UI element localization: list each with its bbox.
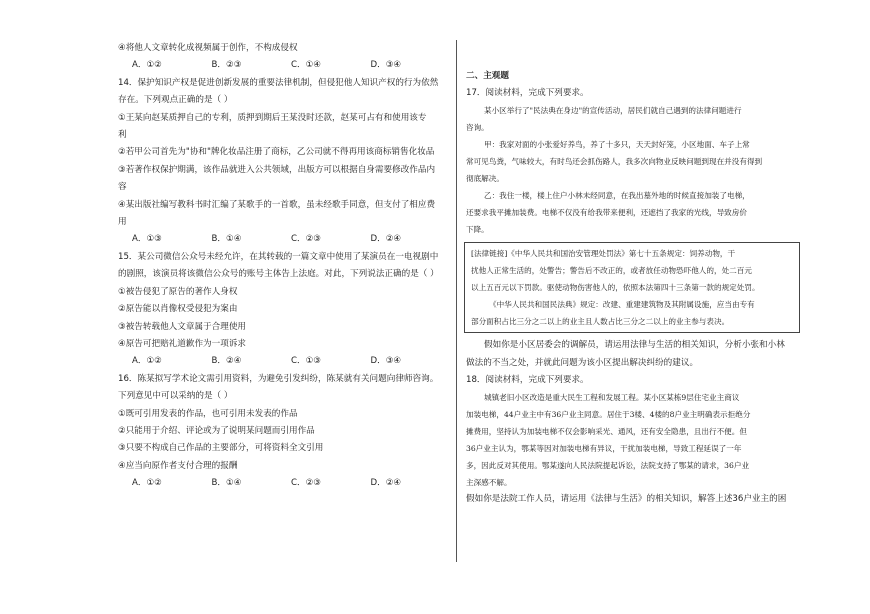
option-c[interactable]: C．①③ <box>291 356 322 367</box>
q17-question-line: 假如你是小区居委会的调解员，请运用法律与生活的相关知识，分析小张和小林 <box>484 340 785 351</box>
option-d[interactable]: D．②④ <box>370 234 402 245</box>
law-link-line: [法律链接]《中华人民共和国治安管理处罚法》第七十五条规定：饲养动物，干 <box>471 249 736 259</box>
q17-material-line: 还要求我平摊加装费。电梯不仅没有给我带来便利，还遮挡了我家的光线，导致房价 <box>466 208 747 218</box>
q14-line: ②若甲公司首先为"协和"牌化妆品注册了商标，乙公司就不得再用该商标销售化妆品 <box>118 147 435 158</box>
question-14 <box>118 75 450 249</box>
question-17 <box>466 85 800 372</box>
law-link-line: 部分面积占比三分之二以上的业主且人数占比三分之二以上的业主参与表决。 <box>471 317 730 327</box>
q14-line: ③若著作权保护期满，该作品就进入公共领域，出版方可以根据自身需要修改作品内 <box>118 164 436 175</box>
law-link-box <box>464 242 800 333</box>
q14-line: ④某出版社编写教科书时汇编了某歌手的一首歌，虽未经歌手同意，但支付了相应费 <box>118 199 436 210</box>
q18-material-line: 摊费用，坚持认为加装电梯不仅会影响采光、通风，还有安全隐患，且出行不便。但 <box>466 427 747 437</box>
q18-material-line: 多，因此反对其使用。鄂某遂向人民法院提起诉讼，法院支持了鄂某的请求，36户业 <box>466 461 750 471</box>
q17-intro: 17．阅读材料，完成下列要求。 <box>466 88 589 99</box>
q16-line: ②只能用于介绍、评论或为了说明某问题而引用作品 <box>118 425 315 436</box>
law-link-line: 以上五百元以下罚款。驱使动物伤害他人的，依照本法第四十三条第一款的规定处罚。 <box>471 283 760 293</box>
option-a[interactable]: A．①② <box>132 478 162 489</box>
q18-intro: 18．阅读材料，完成下列要求。 <box>466 374 589 385</box>
q13-options <box>118 57 450 74</box>
option-d[interactable]: D．③④ <box>370 60 402 71</box>
question-18 <box>466 372 800 508</box>
q18-material-line: 主深感不解。 <box>466 478 512 488</box>
left-column <box>118 40 450 493</box>
option-a[interactable]: A．①② <box>132 356 162 367</box>
q15-line: ①被告侵犯了原告的著作人身权 <box>118 286 238 297</box>
q15-line: ②原告能以肖像权受侵犯为案由 <box>118 304 238 315</box>
q14-line: 14．保护知识产权是促进创新发展的重要法律机制，但侵犯他人知识产权的行为依然 <box>118 77 439 88</box>
q17-material-line: 下降。 <box>466 225 489 235</box>
right-column <box>466 68 800 508</box>
q15-options <box>118 353 450 370</box>
q14-line: 容 <box>118 182 127 193</box>
option-a[interactable]: A．①③ <box>132 234 162 245</box>
section-title: 二、主观题 <box>466 71 509 81</box>
q13-item-4: ④将他人文章转化成视频属于创作，不构成侵权 <box>118 43 298 53</box>
q18-material-line: 加装电梯，44户业主中有36户业主同意。居住于3楼、4楼的8户业主明确表示拒绝分 <box>466 410 751 420</box>
q14-line: ①王某向赵某质押自己的专利，质押到期后王某没时还款，赵某可占有和使用该专 <box>118 112 427 123</box>
q15-line: ④原告可把赔礼道歉作为一项诉求 <box>118 338 247 349</box>
option-c[interactable]: C．①④ <box>291 60 322 71</box>
q16-line: 下列意见中可以采纳的是（ ） <box>118 391 233 402</box>
option-b[interactable]: B．②③ <box>211 60 242 71</box>
q14-line: 利 <box>118 130 127 141</box>
q15-line: ③被告转载他人文章属于合理使用 <box>118 321 247 332</box>
option-c[interactable]: C．②③ <box>291 234 322 245</box>
option-c[interactable]: C．②③ <box>291 478 322 489</box>
q17-material-line: 常可见鸟粪，气味较大，有时鸟还会抓伤路人，我多次向物业反映问题到现在并没有得到 <box>466 157 763 167</box>
option-d[interactable]: D．③④ <box>370 356 402 367</box>
q17-material-line: 乙：我住一楼，楼上住户小林未经同意，在我出墓外地的时候直接加装了电梯， <box>484 191 750 201</box>
option-b[interactable]: B．①④ <box>211 478 242 489</box>
option-a[interactable]: A．①② <box>132 60 162 71</box>
q16-line: ①既可引用发表的作品，也可引用未发表的作品 <box>118 408 298 419</box>
q17-material-line: 咨询。 <box>466 123 489 133</box>
q17-material-line: 彻底解决。 <box>466 174 504 184</box>
q15-line: 15．某公司微信公众号未经允许，在其转载的一篇文章中使用了某演员在一电视剧中 <box>118 251 439 262</box>
q16-line: ③只要不构成自己作品的主要部分，可将资料全文引用 <box>118 443 324 454</box>
q17-question-line: 做法的不当之处，并就此问题为该小区提出解决纠纷的建议。 <box>466 357 699 368</box>
law-link-line: 《中华人民共和国民法典》规定：改建、重建建筑物及其附属设施，应当由专有 <box>489 300 755 310</box>
q17-material-line: 甲：我家对面的小张爱好养鸟，养了十多只，天天封好笼，小区地面、车子上常 <box>484 140 750 150</box>
q16-options <box>118 475 450 492</box>
option-b[interactable]: B．①④ <box>211 234 242 245</box>
q18-question: 假如你是法院工作人员，请运用《法律与生活》的相关知识，解答上述36户业主的困 <box>466 494 787 505</box>
q18-material-line: 城镇老旧小区改造是重大民生工程和发展工程。某小区某栋9层住宅业主商议 <box>484 393 740 403</box>
q14-options <box>118 231 450 248</box>
q16-line: 16．陈某拟写学术论文需引用资料，为避免引发纠纷，陈某就有关问题向律师咨询。 <box>118 373 439 384</box>
q15-line: 的剧照，该演员将该微信公众号的账号主体告上法庭。对此，下列说法正确的是（ ） <box>118 269 439 280</box>
option-b[interactable]: B．②④ <box>211 356 242 367</box>
q14-line: 用 <box>118 217 127 228</box>
q14-line: 存在。下列观点正确的是（ ） <box>118 95 233 106</box>
q18-material-line: 36户业主认为，鄂某等因对加装电梯有异议，干扰加装电梯，导致工程延误了一年 <box>466 444 742 454</box>
q17-material-line: 某小区举行了"民法典在身边"的宣传活动，居民们就自己遇到的法律问题进行 <box>484 106 742 116</box>
q16-line: ④应当向原作者支付合理的报酬 <box>118 460 238 471</box>
question-16 <box>118 371 450 493</box>
option-d[interactable]: D．②④ <box>370 478 402 489</box>
question-15 <box>118 249 450 371</box>
column-divider <box>456 40 457 562</box>
law-link-line: 扰他人正常生活的，处警告；警告后不改正的，或者放任动物恐吓他人的，处二百元 <box>471 266 752 276</box>
